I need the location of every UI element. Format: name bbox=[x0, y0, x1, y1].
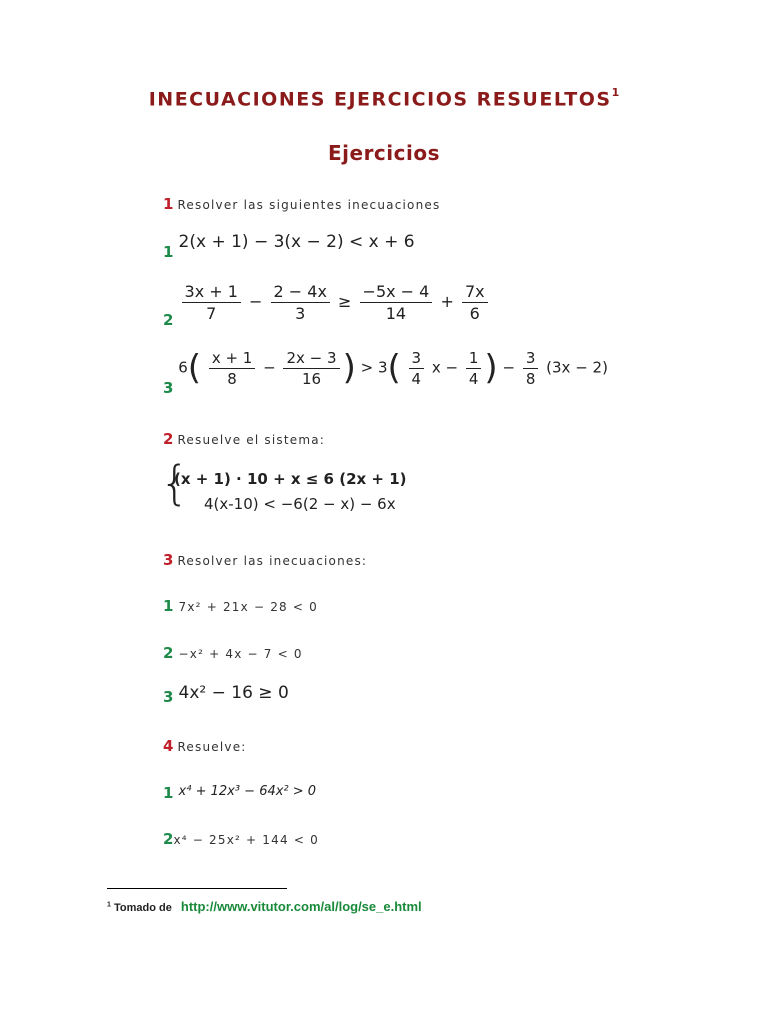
exercise-1-2 bbox=[163, 282, 491, 329]
term: (3x − 2) bbox=[546, 358, 608, 377]
numerator: 3 bbox=[523, 349, 539, 369]
numerator: x + 1 bbox=[209, 349, 256, 369]
system-line-1: (x + 1) · 10 + x ≤ 6 (2x + 1) bbox=[174, 470, 407, 488]
exercise-number: 1 bbox=[163, 597, 174, 615]
exercise-number: 2 bbox=[163, 311, 174, 329]
denominator: 8 bbox=[525, 369, 536, 388]
numerator: 3 bbox=[409, 349, 425, 369]
numerator: 7x bbox=[462, 282, 488, 303]
relation: ≥ bbox=[338, 292, 352, 311]
footnote-text: Tomado de bbox=[113, 902, 172, 914]
section-number: 3 bbox=[163, 551, 174, 569]
footnote-marker: 1 bbox=[611, 86, 620, 99]
inequality: 7x² + 21x − 28 < 0 bbox=[178, 600, 319, 614]
relation: > 3 bbox=[360, 358, 388, 377]
footnote bbox=[107, 899, 422, 914]
exercise-4-2 bbox=[163, 829, 319, 848]
denominator: 8 bbox=[227, 369, 237, 388]
section-text: Resuelve el sistema: bbox=[177, 433, 326, 447]
section-text: Resuelve: bbox=[177, 740, 247, 754]
section-number: 2 bbox=[163, 430, 174, 448]
denominator: 3 bbox=[295, 304, 306, 323]
exercise-number: 3 bbox=[163, 378, 174, 397]
exercise-3-2 bbox=[163, 643, 303, 662]
system-line-2: 4(x-10) < −6(2 − x) − 6x bbox=[204, 495, 396, 513]
exercise-1-3: 3 6( $\frac{x + 1}{8}$ − $\frac{2x - 3}{16}$ ) > 3( $\frac{3}{4}$ x − $\frac{1}{4}$ ) − $\frac{3}{8}$ (3x − 2) bbox=[163, 348, 608, 397]
operator: − bbox=[263, 358, 276, 377]
denominator: 7 bbox=[206, 304, 217, 323]
exercise-number: 1 bbox=[163, 243, 174, 261]
coefficient: 6 bbox=[178, 358, 188, 377]
section-2-heading bbox=[163, 430, 325, 448]
footnote-separator bbox=[107, 888, 287, 889]
denominator: 6 bbox=[469, 304, 480, 323]
denominator: 4 bbox=[411, 369, 422, 388]
numerator: −5x − 4 bbox=[360, 282, 433, 303]
denominator: 14 bbox=[385, 304, 407, 323]
page-title: INECUACIONES EJERCICIOS RESUELTOS$^1$ bbox=[148, 86, 620, 111]
exercise-number: 3 bbox=[163, 688, 174, 706]
inequality: 2(x + 1) − 3(x − 2) < x + 6 bbox=[178, 232, 415, 252]
inequality: x⁴ − 25x² + 144 < 0 bbox=[173, 833, 319, 847]
section-3-heading bbox=[163, 551, 367, 569]
operator: − bbox=[502, 358, 516, 377]
denominator: 4 bbox=[468, 369, 479, 388]
footnote-mark: 1 bbox=[107, 901, 111, 909]
exercise-number: 1 bbox=[163, 784, 174, 802]
source-link[interactable]: http://www.vitutor.com/al/log/se_e.html bbox=[180, 899, 422, 914]
numerator: 1 bbox=[466, 349, 482, 369]
inequality: x⁴ + 12x³ − 64x² > 0 bbox=[178, 784, 317, 799]
denominator: 16 bbox=[301, 369, 322, 388]
operator: − bbox=[249, 292, 263, 311]
numerator: 2 − 4x bbox=[271, 282, 330, 303]
term: x − bbox=[431, 358, 459, 377]
exercise-number: 2 bbox=[163, 830, 174, 848]
exercise-4-1 bbox=[163, 780, 317, 802]
section-number: 1 bbox=[163, 195, 174, 213]
inequality: 4x² − 16 ≥ 0 bbox=[178, 683, 289, 703]
exercise-3-1 bbox=[163, 596, 318, 615]
section-4-heading bbox=[163, 737, 247, 755]
section-1-heading bbox=[163, 195, 440, 213]
section-text: Resolver las inecuaciones: bbox=[177, 554, 368, 568]
operator: + bbox=[440, 292, 454, 311]
exercise-1-1 bbox=[163, 232, 415, 261]
left-brace: { bbox=[160, 456, 190, 510]
numerator: 3x + 1 bbox=[182, 282, 241, 303]
inequality: −x² + 4x − 7 < 0 bbox=[178, 647, 303, 661]
section-number: 4 bbox=[163, 737, 174, 755]
exercise-number: 2 bbox=[163, 644, 174, 662]
exercise-3-3 bbox=[163, 683, 289, 706]
numerator: 2x − 3 bbox=[283, 349, 339, 369]
section-text: Resolver las siguientes inecuaciones bbox=[177, 198, 441, 212]
page-subtitle: Ejercicios bbox=[327, 141, 440, 165]
